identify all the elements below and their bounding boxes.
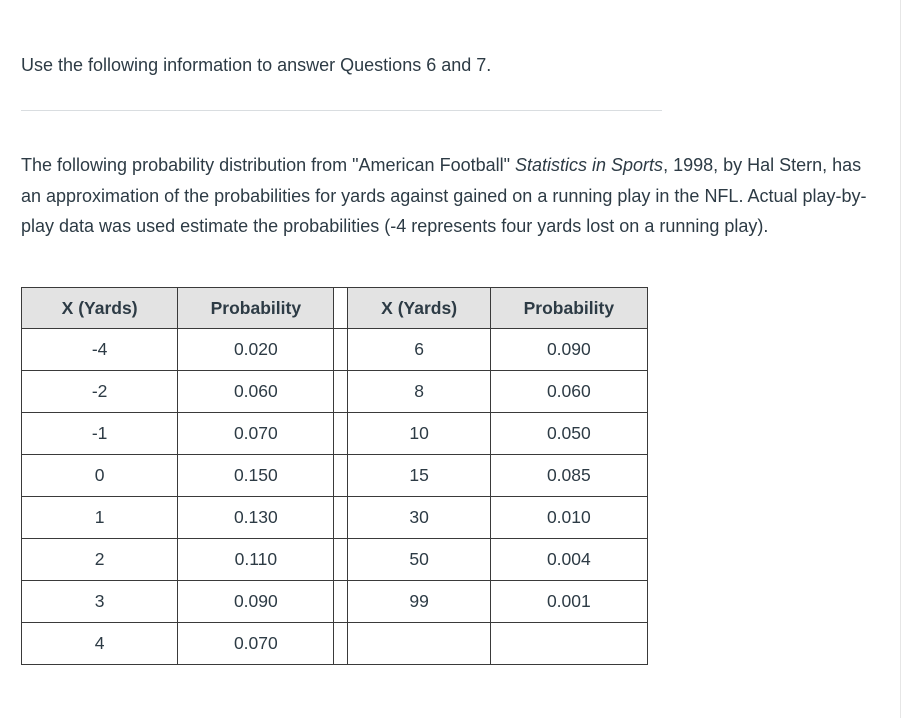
cell-probability: 0.090 — [490, 329, 647, 371]
cell-probability: 0.110 — [178, 539, 334, 581]
intro-text: Use the following information to answer Questions 6 and 7. — [21, 55, 492, 75]
column-gap — [334, 413, 348, 455]
table-header-row — [22, 288, 648, 329]
cell-probability: 0.004 — [490, 539, 647, 581]
column-gap — [334, 329, 348, 371]
table-row — [22, 371, 648, 413]
description-italic-title: Statistics in Sports — [515, 155, 664, 175]
header-x-yards-2: X (Yards) — [348, 288, 490, 329]
cell-x-yards: 30 — [348, 497, 490, 539]
cell-x-yards: 15 — [348, 455, 490, 497]
table-row — [22, 623, 648, 665]
table-row — [22, 329, 648, 371]
cell-x-yards: 2 — [22, 539, 178, 581]
table-row — [22, 413, 648, 455]
cell-probability: 0.150 — [178, 455, 334, 497]
cell-x-yards: -2 — [22, 371, 178, 413]
cell-x-yards: 99 — [348, 581, 490, 623]
page-edge-line — [900, 0, 901, 718]
cell-probability: 0.050 — [490, 413, 647, 455]
header-x-yards-1: X (Yards) — [22, 288, 178, 329]
cell-probability: 0.090 — [178, 581, 334, 623]
cell-x-yards: 8 — [348, 371, 490, 413]
table-row — [22, 455, 648, 497]
cell-x-yards: 0 — [22, 455, 178, 497]
description-text-2: , 1998, by Hal Stern, has an approximation of the probabilities for yards against gained on a running play in the NFL. Actual play-by-play data was used estimate the probabilities (-4 represents four yards lost on a running play). — [21, 155, 867, 236]
description-text-1: The following probability distribution from "American Football" — [21, 155, 515, 175]
cell-probability: 0.085 — [490, 455, 647, 497]
probability-table — [21, 287, 648, 665]
column-gap — [334, 581, 348, 623]
cell-probability: 0.020 — [178, 329, 334, 371]
column-gap — [334, 288, 348, 329]
cell-x-yards: 1 — [22, 497, 178, 539]
cell-probability: 0.060 — [178, 371, 334, 413]
table-row — [22, 497, 648, 539]
cell-probability: 0.010 — [490, 497, 647, 539]
cell-x-yards: -1 — [22, 413, 178, 455]
cell-x-yards — [348, 623, 490, 665]
table-row — [22, 581, 648, 623]
cell-probability — [490, 623, 647, 665]
column-gap — [334, 497, 348, 539]
cell-probability: 0.070 — [178, 413, 334, 455]
column-gap — [334, 455, 348, 497]
cell-x-yards: 10 — [348, 413, 490, 455]
cell-x-yards: 3 — [22, 581, 178, 623]
cell-probability: 0.060 — [490, 371, 647, 413]
cell-x-yards: 4 — [22, 623, 178, 665]
section-divider — [21, 110, 662, 111]
cell-probability: 0.001 — [490, 581, 647, 623]
header-probability-2: Probability — [490, 288, 647, 329]
header-probability-1: Probability — [178, 288, 334, 329]
column-gap — [334, 539, 348, 581]
cell-probability: 0.130 — [178, 497, 334, 539]
cell-x-yards: 50 — [348, 539, 490, 581]
cell-x-yards: -4 — [22, 329, 178, 371]
column-gap — [334, 623, 348, 665]
cell-probability: 0.070 — [178, 623, 334, 665]
table-row — [22, 539, 648, 581]
cell-x-yards: 6 — [348, 329, 490, 371]
column-gap — [334, 371, 348, 413]
description-paragraph — [21, 150, 871, 242]
